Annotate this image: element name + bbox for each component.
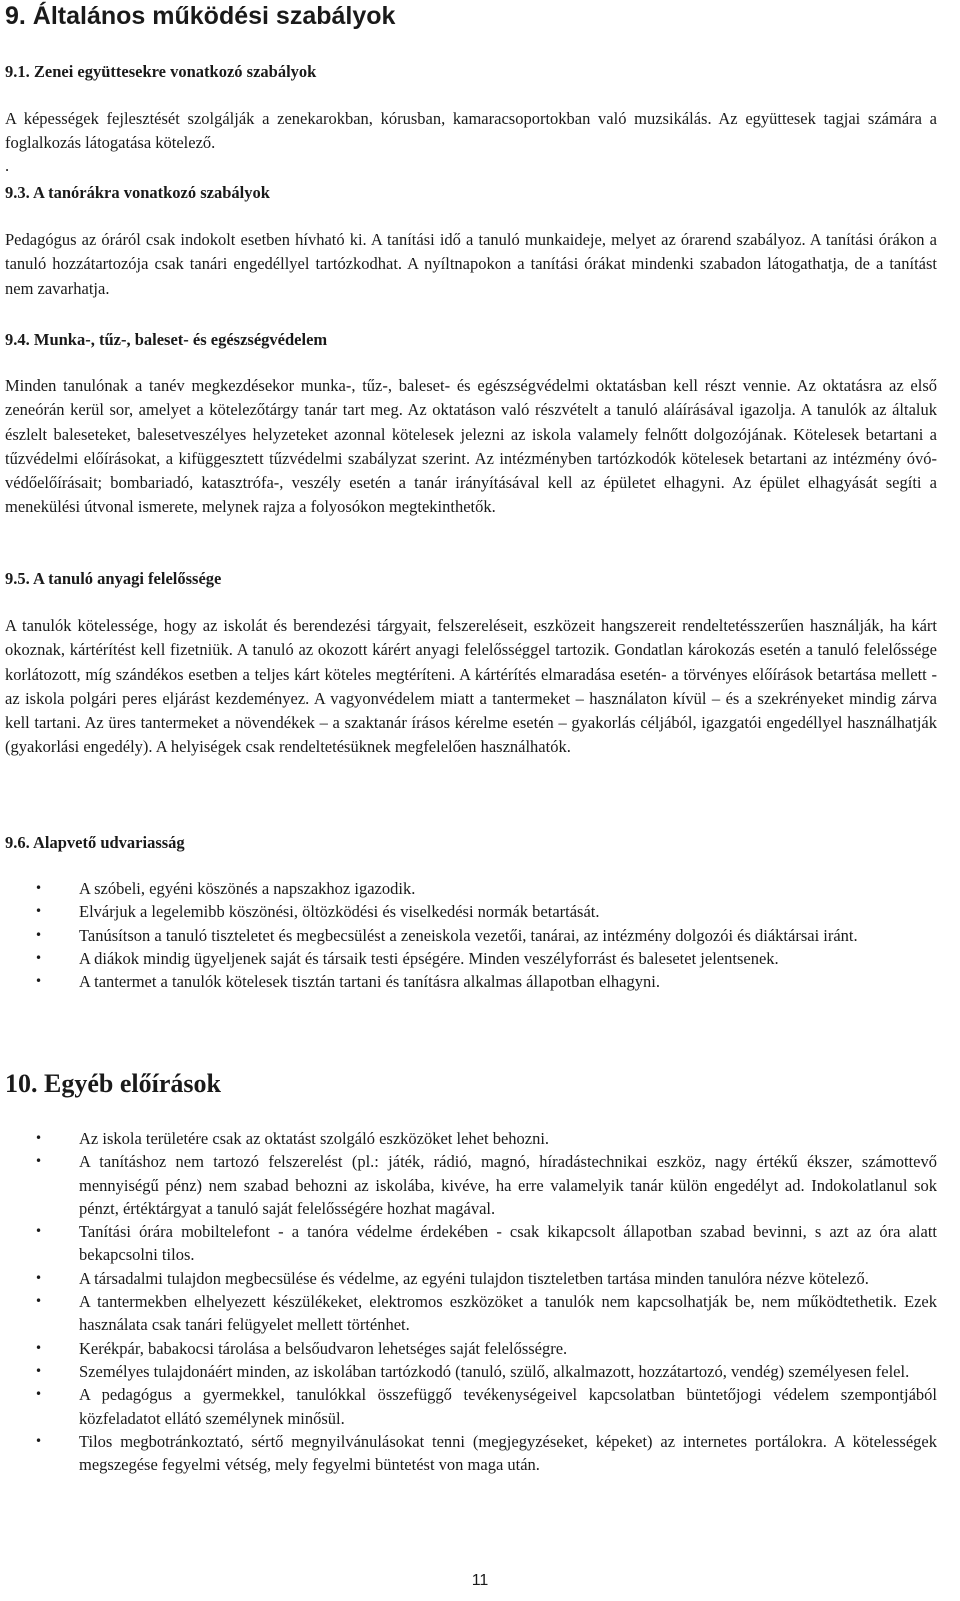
bullet-icon: • <box>35 974 43 989</box>
other-rules-list <box>5 1127 937 1476</box>
section-9-1-paragraph: A képességek fejlesztését szolgálják a zenekarokban, kórusban, kamaracsoportokban való muzsikálás. Az együttesek tagjai számára a foglalkozás látogatása kötelező. <box>5 109 937 153</box>
bullet-icon: • <box>35 1340 43 1355</box>
list-item: • Tanítási órára mobiltelefont - a tanóra védelme érdekében - csak kikapcsolt állapotban szabad bevinni, s azt az óra alatt bekapcsolni tilos. <box>35 1222 937 1265</box>
list-item: • A tantermekben elhelyezett készülékeket, elektromos eszközöket a tanulók nem kapcsolhatják be, nem működtethetik. Ezek használata csak tanári felügyelet mellett történhet. <box>35 1292 937 1335</box>
section-9-5-paragraph: A tanulók kötelessége, hogy az iskolát és berendezési tárgyait, felszereléseit, eszközeit hangszereit rendeltetésszerűen használják, ha kárt okoznak, kártérítést kell fizetniük. A tanuló az okozott kárért anyagi felelősséggel tartozik. Gondatlan károkozás esetén a tanuló felelőssége korlátozott, míg szándékos esetben a teljes kárt köteles megtéríteni. A kártérítés elmaradása esetén- a törvényes előírások betartása mellett - az iskola polgári peres eljárást kezdeményez. A vagyonvédelem miatt a tantermeket – használaton kívül – és a szekrényeket mindig zárva kell tartani. Az üres tantermeket a növendékek – a szaktanár írásos kérelme esetén – gyakorlás céljából, igazgatói engedéllyel használhatják (gyakorlási engedély). A helyiségek csak rendeltetésüknek megfelelően használhatók. <box>5 616 937 757</box>
section-9-3-heading: 9.3. A tanórákra vonatkozó szabályok <box>5 183 270 202</box>
bullet-icon: • <box>35 1270 43 1285</box>
bullet-icon: • <box>35 950 43 965</box>
stray-dot: . <box>5 156 10 175</box>
list-item: • A szóbeli, egyéni köszönés a napszakhoz igazodik. <box>5 877 937 900</box>
bullet-icon: • <box>35 1224 43 1239</box>
courtesy-list <box>5 877 937 993</box>
section-9-1-heading: 9.1. Zenei együttesekre vonatkozó szabályok <box>5 62 317 81</box>
page-number: 11 <box>471 1572 489 1589</box>
bullet-icon: • <box>35 1154 43 1169</box>
section-9-3-paragraph: Pedagógus az óráról csak indokolt esetben hívható ki. A tanítási idő a tanuló munkaideje, melyet az órarend szabályoz. A tanítási órákon a tanuló hozzátartozója csak tanári engedéllyel tartózkodhat. A nyíltnapokon a tanítási órákat mindenki szabadon látogathatja, de a tanítást nem zavarhatja. <box>5 230 937 298</box>
list-item: • Személyes tulajdonáért minden, az iskolában tartózkodó (tanuló, szülő, alkalmazott, hozzátartozó, vendég) személyesen felel. <box>5 1360 937 1383</box>
bullet-icon: • <box>35 1387 43 1402</box>
section-9-4-paragraph: Minden tanulónak a tanév megkezdésekor munka-, tűz-, baleset- és egészségvédelmi oktatásban kell részt vennie. Az oktatásra az első zeneórán kerül sor, amelyet a kötelezőtárgy tanár tart meg. Az oktatáson való részvételt a tanuló aláírásával igazolja. A tanulók az általuk észlelt baleseteket, balesetveszélyes helyzeteket azonnal kötelesek jelezni az iskola valamely felnőtt dolgozójának. Kötelesek betartani a tűzvédelmi előírásokat, a kifüggesztett tűzvédelmi szabályzat szerint. Az intézményben tartózkodók kötelesek betartani az intézmény óvó-védőelőírásait; bombariadó, katasztrófa-, veszély esetén a tanár irányításával kell az épületet elhagyni. Az épület elhagyását segíti a menekülési útvonal ismerete, melynek rajza a folyosókon megtekinthetők. <box>5 376 937 517</box>
bullet-icon: • <box>35 1131 43 1145</box>
bullet-icon: • <box>35 1363 43 1378</box>
chapter-10-title: 10. Egyéb előírások <box>5 1069 221 1098</box>
list-item: • Az iskola területére csak az oktatást szolgáló eszközöket lehet behozni. <box>5 1127 937 1150</box>
list-item: • A tantermet a tanulók kötelesek tisztán tartani és tanításra alkalmas állapotban elhagyni. <box>5 970 937 993</box>
section-9-4-heading: 9.4. Munka-, tűz-, baleset- és egészségvédelem <box>5 330 328 349</box>
chapter-9-title: 9. Általános működési szabályok <box>5 2 396 30</box>
bullet-icon: • <box>35 1433 43 1448</box>
list-item: • Elvárjuk a legelemibb köszönési, öltözködési és viselkedési normák betartását. <box>5 900 937 923</box>
bullet-icon: • <box>35 927 43 942</box>
bullet-icon: • <box>35 1294 43 1309</box>
bullet-icon: • <box>35 881 43 895</box>
bullet-icon: • <box>35 904 43 919</box>
list-item: • A társadalmi tulajdon megbecsülése és védelme, az egyéni tulajdon tiszteletben tartása minden tanulóra nézve kötelező. <box>5 1267 937 1290</box>
section-9-5-heading: 9.5. A tanuló anyagi felelőssége <box>5 569 222 588</box>
list-item: • A pedagógus a gyermekkel, tanulókkal összefüggő tevékenységeivel kapcsolatban büntetőjogi védelem szempontjából közfeladatot ellátó személynek minősül. <box>35 1385 937 1428</box>
list-item: • Tanúsítson a tanuló tiszteletet és megbecsülést a zeneiskola vezetői, tanárai, az intézmény dolgozói és diáktársai iránt. <box>5 924 937 947</box>
list-item: • A diákok mindig ügyeljenek saját és társaik testi épségére. Minden veszélyforrást és balesetet jelentsenek. <box>5 947 937 970</box>
list-item: • Kerékpár, babakocsi tárolása a belsőudvaron lehetséges saját felelősségre. <box>5 1337 937 1360</box>
list-item: • A tanításhoz nem tartozó felszerelést (pl.: játék, rádió, magnó, híradástechnikai eszköz, nagy értékű ékszer, számottevő mennyiségű pénz) nem szabad behozni az iskolába, kivéve, ha erre valamelyik tanár külön engedélyt ad. Indokolatlanul sok pénzt, értéktárgyat a tanuló saját felelősségére hozhat magával. <box>35 1152 937 1218</box>
list-item: • Tilos megbotránkoztató, sértő megnyilvánulásokat tenni (megjegyzéseket, képeket) az internetes portálokra. A kötelességek megszegése fegyelmi vétség, mely fegyelmi büntetést von maga után. <box>35 1431 937 1475</box>
section-9-6-heading: 9.6. Alapvető udvariasság <box>5 833 185 852</box>
